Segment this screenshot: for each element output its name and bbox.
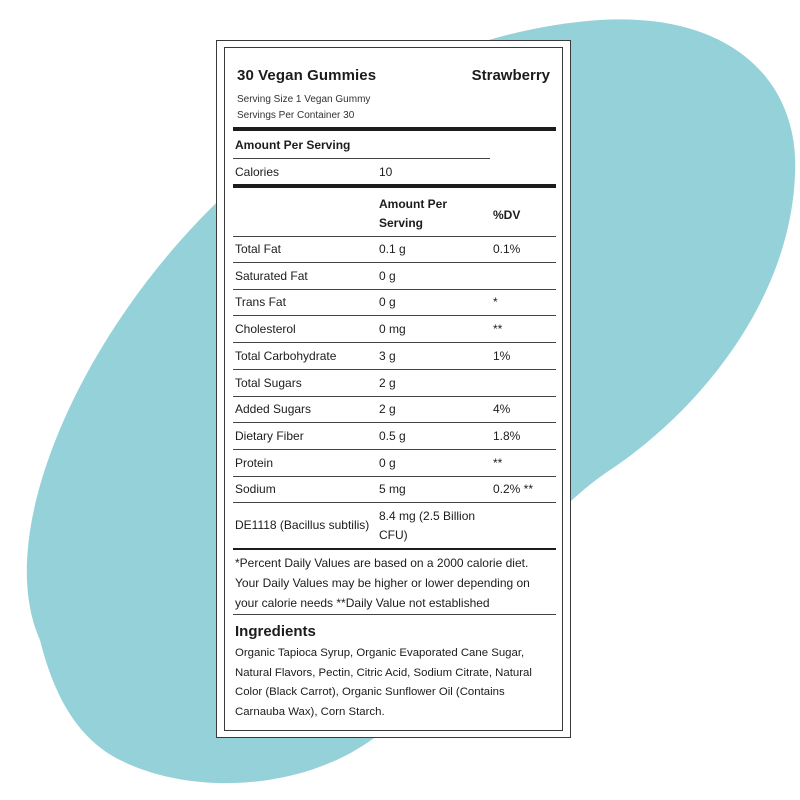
nutrient-name: Added Sugars <box>235 402 312 417</box>
ingredients-line: Natural Flavors, Pectin, Citric Acid, Sodium Citrate, Natural <box>235 666 532 679</box>
nutrient-amount: 2 g <box>379 375 396 390</box>
nutrient-name: Trans Fat <box>235 295 286 310</box>
nutrient-amount: 0 g <box>379 268 396 283</box>
row-divider <box>233 342 556 343</box>
ingredients-list <box>235 644 555 722</box>
nutrient-dv: ** <box>493 322 503 337</box>
thin-divider <box>233 236 556 237</box>
nutrient-dv: 0.2% ** <box>493 482 534 497</box>
footnote-line: your calorie needs **Daily Value not established <box>235 596 490 610</box>
nutrient-amount: 0.1 g <box>379 242 406 256</box>
probiotic-amount-line1: 8.4 mg (2.5 Billion <box>379 509 476 523</box>
row-divider <box>233 422 556 423</box>
nutrient-name: Total Fat <box>235 242 282 256</box>
ingredients-line: Color (Black Carrot), Organic Sunflower Oil (Contains <box>235 686 505 698</box>
calories-value: 10 <box>379 165 393 179</box>
nutrient-amount: 0 mg <box>379 322 406 337</box>
row-divider <box>233 369 556 370</box>
row-divider <box>233 449 556 450</box>
nutrient-dv: 1% <box>493 348 511 363</box>
nutrient-name: Total Carbohydrate <box>235 348 337 363</box>
serving-size: Serving Size 1 Vegan Gummy <box>237 94 371 105</box>
thick-divider <box>233 127 556 131</box>
nutrient-dv: 4% <box>493 402 511 417</box>
nutrient-amount: 0.5 g <box>379 428 406 443</box>
nutrient-dv: 0.1% <box>493 242 521 256</box>
ingredients-heading: Ingredients <box>235 623 316 640</box>
daily-value-footnote <box>235 553 555 613</box>
nutrient-amount: 3 g <box>379 348 396 363</box>
nutrient-name: Total Sugars <box>235 375 302 390</box>
nutrient-amount: 0 g <box>379 455 396 470</box>
nutrient-dv: 1.8% <box>493 428 521 443</box>
footnote-line: Your Daily Values may be higher or lower depending on <box>235 576 530 590</box>
thin-divider <box>233 158 490 159</box>
nutrient-amount: 2 g <box>379 402 396 417</box>
flavor-name: Strawberry <box>471 67 550 84</box>
nutrient-name: Cholesterol <box>235 322 296 337</box>
nutrient-name: Saturated Fat <box>235 268 308 283</box>
nutrition-label <box>216 40 571 738</box>
nutrient-name: Protein <box>235 455 274 470</box>
row-divider <box>233 396 556 397</box>
probiotic-name: DE1118 (Bacillus subtilis) <box>235 518 370 532</box>
footnote-line: *Percent Daily Values are based on a 2000 calorie diet. <box>235 556 529 570</box>
row-divider <box>233 476 556 477</box>
nutrient-amount: 5 mg <box>379 482 406 497</box>
row-divider <box>233 315 556 316</box>
product-name: 30 Vegan Gummies <box>237 67 377 84</box>
probiotic-amount-line2: CFU) <box>379 528 408 542</box>
col-amount-heading-line1: Amount Per <box>379 197 448 211</box>
row-divider <box>233 262 556 263</box>
nutrient-dv: ** <box>493 455 503 470</box>
thick-divider <box>233 184 556 188</box>
col-dv-heading: %DV <box>493 208 521 222</box>
servings-per-container: Servings Per Container 30 <box>237 110 355 121</box>
nutrient-dv: * <box>493 295 498 310</box>
nutrient-amount: 0 g <box>379 295 396 310</box>
thin-divider <box>233 614 556 615</box>
ingredients-line: Organic Tapioca Syrup, Organic Evaporated Cane Sugar, <box>235 647 525 659</box>
col-amount-heading-line2: Serving <box>379 216 424 230</box>
ingredients-line: Carnauba Wax), Corn Starch. <box>235 705 385 718</box>
row-divider <box>233 502 556 503</box>
calories-label: Calories <box>235 165 280 179</box>
amount-per-serving-heading: Amount Per Serving <box>235 138 351 152</box>
nutrient-name: Dietary Fiber <box>235 428 304 443</box>
nutrient-name: Sodium <box>235 482 276 497</box>
divider <box>233 548 556 550</box>
row-divider <box>233 289 556 290</box>
